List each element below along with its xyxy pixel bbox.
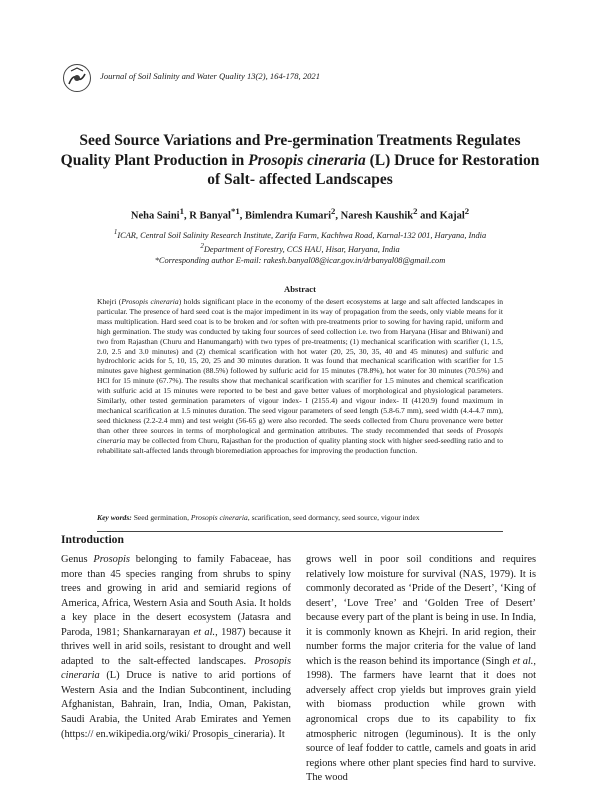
author-name: Kajal (439, 210, 465, 222)
title-species: Prosopis cineraria (248, 151, 366, 169)
author-name: R Banyal (189, 210, 231, 222)
abstract-heading: Abstract (284, 284, 316, 294)
journal-logo-icon (62, 62, 92, 94)
journal-citation: Journal of Soil Salinity and Water Quality 13(2), 164-178, 2021 (100, 71, 321, 81)
keywords-label: Key words: (97, 513, 132, 522)
author-name: Neha Saini (130, 210, 180, 222)
corresponding-author: *Corresponding author E-mail: rakesh.banyal08@icar.gov.in/drbanyal08@gmail.com (154, 255, 446, 265)
affiliation-2: $^2$Department of Forestry, CCS HAU, Hisar, Haryana, India (200, 241, 400, 254)
affiliations (60, 227, 540, 266)
introduction-heading: Introduction (61, 533, 124, 546)
section-divider (97, 531, 503, 532)
author-name: Bimlendra Kumari (244, 210, 331, 222)
keywords: Key words: Seed germination, Prosopis cineraria, scarification, seed dormancy, seed source, vigour index (97, 513, 420, 522)
affiliation-1: $^1$ICAR, Central Soil Salinity Research Institute, Zarifa Farm, Kachhwa Road, Karnal-132 001, Haryana, India (113, 228, 487, 240)
intro-column-left: Genus Prosopis belonging to family Fabaceae, has more than 45 species ranging from shrubs to spiny trees and growing in arid and semiarid regions of America, Africa, Western Asia and South Asia. It holds a key place in the desert ecosystem (Jatasra and Paroda, 1981; Shankarnarayan et al., 1987) because it thrives well in arid soils, resistant to drought and well adapted to the salt-effected landscapes. Prosopis cineraria (L) Druce is native to arid portions of Western Asia and the Indian Subcontinent, including Afghanistan, Bahrain, Iran, India, Oman, Pakistan, Saudi Arabia, the United Arab Emirates and Yemen (https:// en.wikipedia.org/wiki/ Prosopis_cineraria). It (61, 554, 292, 740)
author-name: Naresh Kaushik (340, 210, 414, 222)
paper-title: Seed Source Variations and Pre-germination Treatments Regulates Quality Plant Production in Prosopis cineraria (L) Druce for Restoration of Salt- affected Landscapes (60, 132, 540, 188)
abstract-body: Khejri (Prosopis cineraria) holds significant place in the economy of the desert ecosystems at large and salt affected landscapes in particular. The presence of hard seed coat is the major impediment in its way of propagation from the seeds, only viable means for it mass multiplication. Hard seed coat is to be broken and /or soften with pre-treatments prior to sowing for having rapid, uniform and high germination. The study was conducted by taking four sources of seed collection i.e. two from Haryana (Hisar and Bhiwani) and two from Rajasthan (Churu and Hanumangarh) with two types of pre-treatments; (1) mechanical scarification with scarifier (1, 1.5, 2.0, 2.5 and 3.0 minutes) and (2) chemical scarification with hot water (20, 25, 30, 35, 40 and 45 minutes) and sulfuric and hydrochloric acids for 5, 10, 15, 20, 25 and 30 minutes duration. It was found that mechanical scarification with scarifier for 1.5 minutes gave highest germination (88.5%) followed by sulfuric acid for 15 minutes (78.8%), hot water for 30 minutes (70.5%) and HCl for 15 minute (67.7%). The results show that mechanical scarification with scarifier for 1.5 minutes and chemical scarification with sulfuric acid at 15 minutes were reported to be best and gave better values of morphological and physiological parameters. Similarly, other tested germination parameters of vigour index- I (2155.4) and vigour index- II (4120.9) found maximum in mechanical scarification at 1.5 minutes duration. The seed vigour parameters of seed length (5.8-6.7 mm), seed width (4.4-4.7 mm), seed thickness (2.2-2.4 mm) and test weight (56-65 g) were also recorded. The seeds collected from Churu provenance were better than other three sources in terms of morphological and germination attributes. The study recommended that seeds of Prosopis cineraria may be collected from Churu, Rajasthan for the production of quality planting stock with higher seed-seedling ratio and to rehabilitate salt-affected lands through bioremediation approaches for improving the production function. (97, 297, 503, 455)
journal-header (62, 62, 542, 96)
intro-column-right: grows well in poor soil conditions and requires relatively low moisture for survival (NAS, 1979). It is commonly decorated as ‘Pride of the Desert’, ‘King of desert’, ‘Love Tree’ and ‘Golden Tree of Desert’ because every part of the plant is being in use. In India, it is commonly known as Khejri. In arid region, their number forms the major criteria for the value of land which is the reason behind its importance (Singh et al., 1998). The farmers have learnt that it does not adversely affect crop yields but improves grain yield with biomass production while grown with agronomical crops due to its capability to fix atmospheric nitrogen (leguminous). It is the only source of leaf fodder to cattle, camels and goats in arid regions where other plant species find hard to survive. The wood (306, 554, 536, 784)
author-list: Neha Saini$^1$, R Banyal$^{*1}$, Bimlendra Kumari$^2$, Naresh Kaushik$^2$ and Kajal$^2$ (130, 206, 470, 222)
